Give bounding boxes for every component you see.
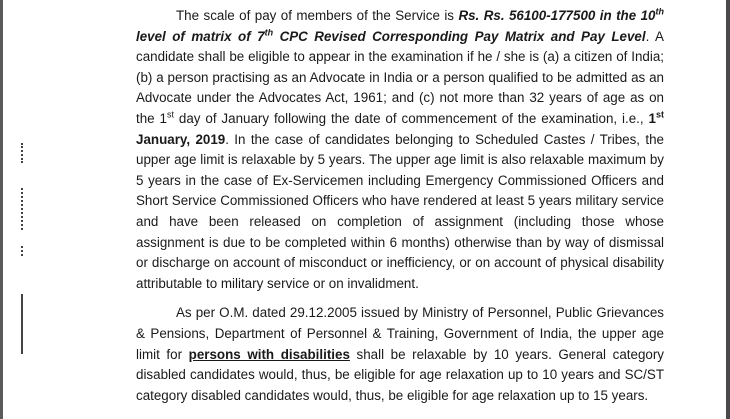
text-span: level of matrix of 7: [136, 28, 265, 44]
margin-mark: [21, 188, 23, 230]
margin-mark: [21, 246, 23, 256]
text-span: . In the case of candidates belonging to Scheduled Castes / Tribes, the upper age limit is relaxable by 5 years. The upper age limit is also relaxable maximum by 5 years in the case of Ex-Servicemen including Emergency Commissioned Officers and Short Service Commissioned Officers who have rendered at least 5 years military service and have been released on completion of assignment (including those whose assignment is due to be completed within 6 months) otherwise than by way of dismissal or discharge on account of misconduct or inefficiency, or on account of physical disability attributable to military service or on invalidment.: [136, 131, 664, 291]
superscript: st: [655, 109, 664, 120]
margin-mark: [21, 294, 23, 354]
margin-annotation-marks: [17, 0, 29, 419]
text-span: The scale of pay of members of the Service is: [176, 8, 459, 23]
superscript: th: [264, 27, 274, 38]
superscript: th: [655, 6, 665, 17]
text-span: day of January following the date of commencement of the examination, i.e.,: [173, 110, 649, 126]
paragraph-disability-relaxation: [136, 303, 664, 406]
text-span: January, 2019: [136, 131, 226, 147]
margin-mark: [21, 143, 23, 163]
superscript: st: [166, 109, 174, 120]
persons-with-disabilities-text: persons with disabilities: [188, 346, 350, 362]
paragraph-pay-scale-eligibility: [136, 6, 664, 294]
text-span: CPC Revised Corresponding Pay Matrix and Pay Level: [273, 28, 646, 44]
text-span: 1: [648, 110, 656, 126]
document-body: [136, 6, 664, 406]
text-span: shall be relaxable by 10 years. General category disabled candidates would, thus, be eligible for age relaxation up to 10 years and SC/ST category disabled candidates would, thus, be eligible for age relaxation up to 15 years.: [136, 346, 664, 403]
text-span: . A candidate shall be eligible to appear in the examination if he / she is (a) a citizen of India; (b) a person practising as an Advocate in India or a person qualified to be admitted as an Advocate under the Advocates Act, 1961; and (c) not more than 32 years of age as on the 1: [136, 28, 664, 126]
text-span: Rs. Rs. 56100-177500 in the 10: [458, 8, 656, 23]
text-span: As per O.M. dated 29.12.2005 issued by Ministry of Personnel, Public Grievances & Pensions, Department of Personnel & Training, Government of India, the upper age limit for: [136, 305, 664, 362]
